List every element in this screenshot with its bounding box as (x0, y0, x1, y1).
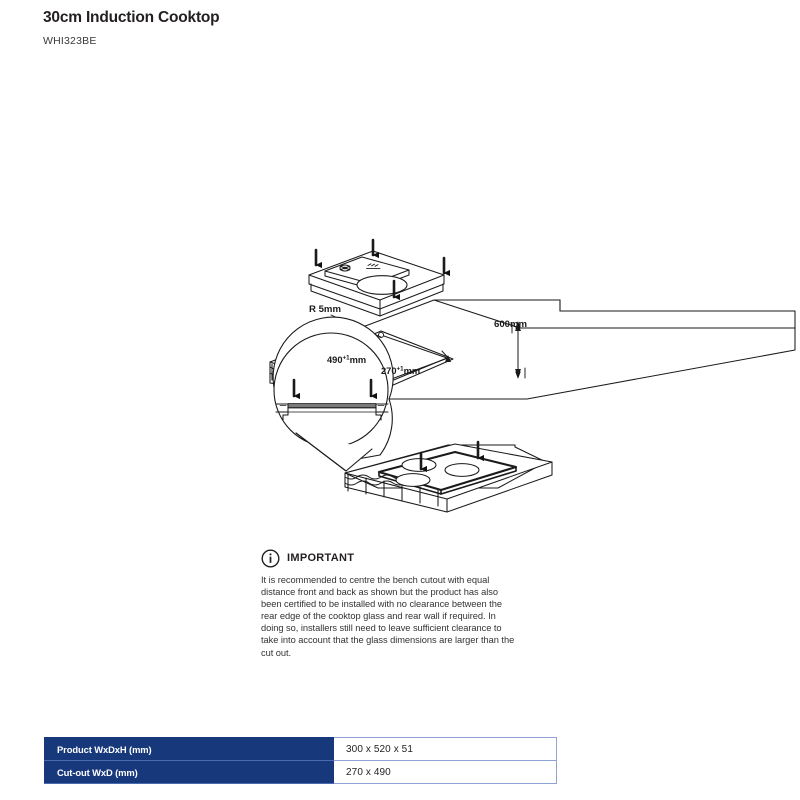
specifications-table (44, 737, 557, 784)
table-row (45, 761, 557, 784)
info-circle-icon (261, 549, 280, 568)
page-header (43, 8, 743, 48)
diagram-canvas (0, 115, 800, 535)
spec-value-product-dimensions: 300 x 520 x 51 (334, 738, 557, 761)
spec-value-cutout-dimensions: 270 x 490 (334, 761, 557, 784)
label-radius: R 5mm (309, 304, 341, 315)
page-title: 30cm Induction Cooktop (43, 9, 220, 26)
spec-label-cutout-dimensions: Cut-out WxD (mm) (45, 761, 334, 784)
specifications-table-body (45, 738, 557, 784)
label-bench-depth: 600mm (494, 319, 528, 330)
table-row (45, 738, 557, 761)
spec-label-product-dimensions: Product WxDxH (mm) (45, 738, 334, 761)
label-cutout-depth: $490^{+1}mm$ (327, 354, 367, 365)
important-note-body: It is recommended to centre the bench cutout with equal distance front and back as shown but the product has also been certified to be installed with no clearance between the rear edge of the cooktop glass and rear wall if required. In doing so, installers still need to leave sufficient clearance to take into account that the glass dimensions are larger than the cut out. (261, 575, 515, 658)
installation-diagrams (0, 115, 800, 535)
label-cutout-width: $270^{+1}mm$ (381, 365, 421, 376)
important-note-title: IMPORTANT (287, 552, 355, 564)
important-note (261, 546, 521, 668)
important-note-header (261, 546, 521, 570)
product-model-code: WHI323BE (43, 35, 97, 47)
